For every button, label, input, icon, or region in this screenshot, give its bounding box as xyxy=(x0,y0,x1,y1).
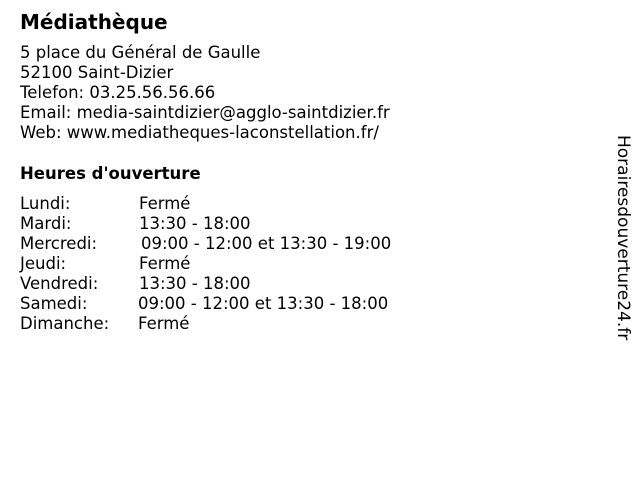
street-address: 5 place du Général de Gaulle xyxy=(20,43,261,62)
day-label: Lundi: xyxy=(20,194,71,213)
hours-value: Fermé xyxy=(139,194,191,213)
day-label: Dimanche: xyxy=(20,314,110,333)
city-postal-code: 52100 Saint-Dizier xyxy=(20,63,174,82)
hours-row-saturday xyxy=(20,294,391,314)
email-address: Email: media-saintdizier@agglo-saintdizier.fr xyxy=(20,103,390,122)
hours-value: Fermé xyxy=(139,254,191,273)
site-watermark: Horairesdouverture24.fr xyxy=(613,135,633,341)
hours-row-monday xyxy=(20,194,391,214)
hours-value: 13:30 - 18:00 xyxy=(139,274,251,293)
day-label: Jeudi: xyxy=(20,254,67,273)
day-label: Vendredi: xyxy=(20,274,99,293)
hours-row-tuesday xyxy=(20,214,391,234)
hours-value: 13:30 - 18:00 xyxy=(139,214,251,233)
address-block xyxy=(20,43,390,143)
website-url: Web: www.mediatheques-laconstellation.fr/ xyxy=(20,123,379,142)
opening-hours-list xyxy=(20,194,391,334)
hours-value: Fermé xyxy=(138,314,190,333)
hours-value: 09:00 - 12:00 et 13:30 - 19:00 xyxy=(141,234,392,253)
hours-value: 09:00 - 12:00 et 13:30 - 18:00 xyxy=(138,294,389,313)
phone-number: Telefon: 03.25.56.56.66 xyxy=(20,83,216,102)
page-title: Médiathèque xyxy=(20,10,168,34)
hours-row-wednesday xyxy=(20,234,391,254)
hours-row-thursday xyxy=(20,254,391,274)
hours-heading: Heures d'ouverture xyxy=(20,164,201,183)
day-label: Samedi: xyxy=(20,294,88,313)
day-label: Mercredi: xyxy=(20,234,98,253)
hours-row-sunday xyxy=(20,314,391,334)
day-label: Mardi: xyxy=(20,214,72,233)
hours-row-friday xyxy=(20,274,391,294)
